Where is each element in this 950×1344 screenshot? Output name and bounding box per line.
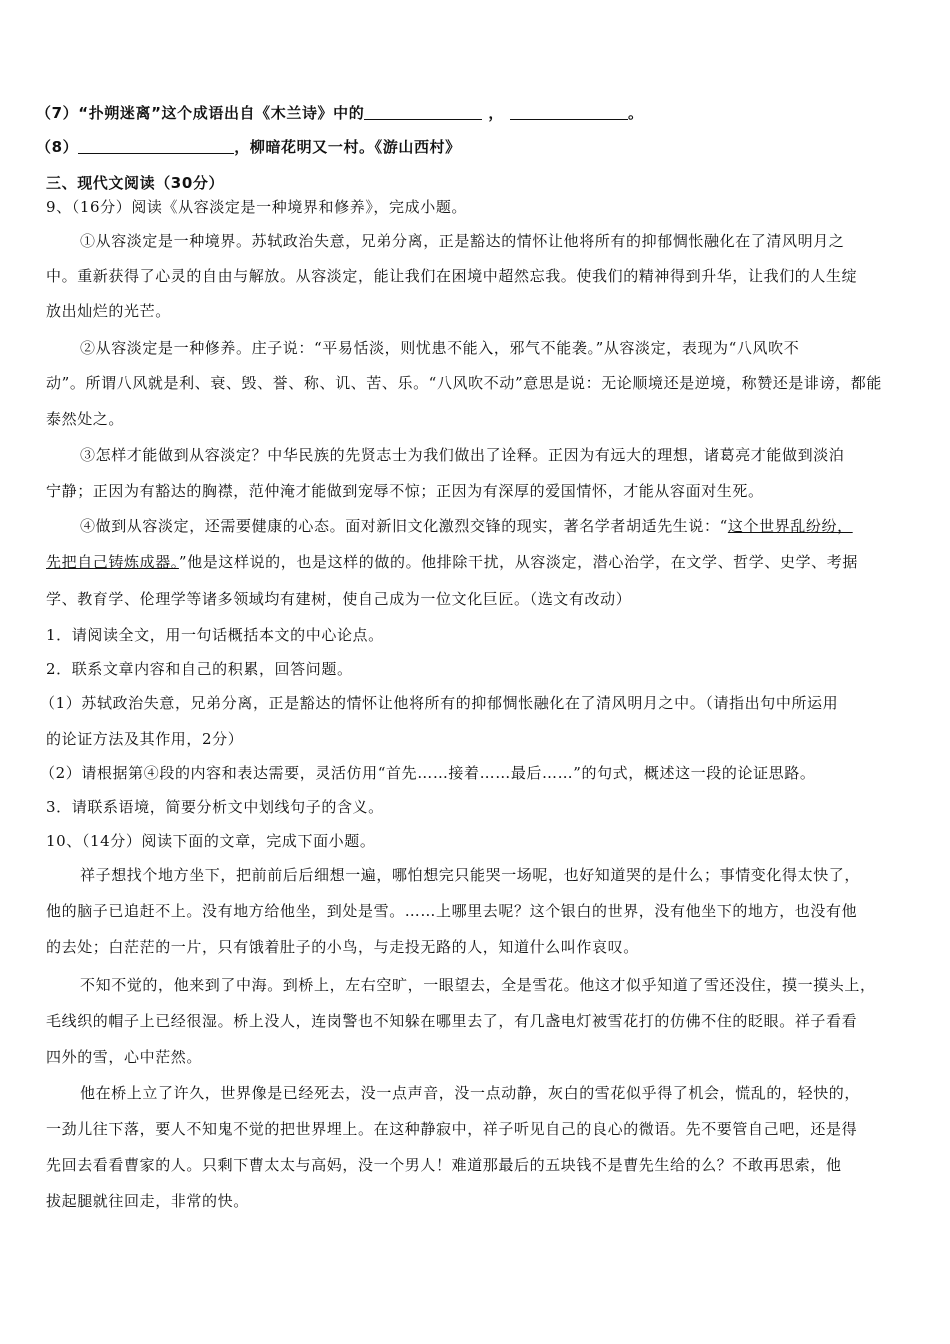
q9-paragraph-2-line-2: 动”。所谓八风就是利、衰、毁、誉、称、讥、苦、乐。“八风吹不动”意思是说：无论顺境还是逆境，称赞还是诽谤，都能 (46, 374, 883, 392)
answer-blank-7a[interactable] (364, 105, 482, 120)
q9-paragraph-4-line-2 (46, 551, 858, 572)
question-10-intro: 10、（14分）阅读下面的文章，完成下面小题。 (46, 832, 376, 850)
q9-paragraph-3-line-1: ③怎样才能做到从容淡定？中华民族的先贤志士为我们做出了诠释。正因为有远大的理想，诸葛亮才能做到淡泊 (80, 446, 845, 464)
question-7-text: （7）“扑朔迷离”这个成语出自《木兰诗》中的 (36, 104, 365, 122)
q9-paragraph-3-line-2: 宁静；正因为有豁达的胸襟，范仲淹才能做到宠辱不惊；正因为有深厚的爱国情怀，才能从容面对生死。 (46, 482, 764, 500)
answer-blank-7b[interactable] (510, 105, 628, 120)
q9-p4-text: ④做到从容淡定，还需要健康的心态。面对新旧文化激烈交锋的现实，著名学者胡适先生说：“ (80, 517, 728, 535)
q9-paragraph-1-line-1: ①从容淡定是一种境界。苏轼政治失意，兄弟分离，正是豁达的情怀让他将所有的抑郁惆怅融化在了清风明月之 (80, 232, 845, 250)
underlined-sentence-part-2: 先把自己铸炼成器。 (46, 553, 179, 571)
q10-paragraph-1-line-2: 他的脑子已追赶不上。没有地方给他坐，到处是雪。……上哪里去呢？这个银白的世界，没有他坐下的地方，也没有他 (46, 902, 858, 920)
question-7 (36, 102, 644, 123)
q10-paragraph-1-line-3: 的去处；白茫茫的一片，只有饿着肚子的小鸟，与走投无路的人，知道什么叫作哀叹。 (46, 938, 639, 956)
answer-blank-8[interactable] (78, 139, 234, 154)
section-title: 三、现代文阅读（30分） (46, 174, 225, 192)
q9-p4-text-2: ”他是这样说的，也是这样的做的。他排除干扰，从容淡定，潜心治学，在文学、哲学、史学、考据 (178, 553, 858, 571)
question-7-separator: ， (488, 104, 504, 122)
q10-paragraph-3-line-2: 一劲儿往下落，要人不知鬼不觉的把世界埋上。在这种静寂中，祥子听见自己的良心的微语。先不要管自己吧，还是得 (46, 1120, 858, 1138)
q9-question-2-sub-1-cont: 的论证方法及其作用，2分） (46, 730, 244, 748)
q9-paragraph-2-line-1: ②从容淡定是一种修养。庄子说：“平易恬淡，则忧患不能入，邪气不能袭。”从容淡定，表现为“八风吹不 (80, 339, 800, 357)
q9-question-2-sub-2: （2）请根据第④段的内容和表达需要，灵活仿用“首先……接着……最后……”的句式，概述这一段的论证思路。 (40, 764, 816, 782)
q9-question-1: 1．请阅读全文，用一句话概括本文的中心论点。 (46, 626, 384, 644)
q9-paragraph-1-line-2: 中。重新获得了心灵的自由与解放。从容淡定，能让我们在困境中超然忘我。使我们的精神得到升华，让我们的人生绽 (46, 267, 858, 285)
question-9-intro: 9、（16分）阅读《从容淡定是一种境界和修养》，完成小题。 (46, 198, 468, 216)
q10-paragraph-3-line-3: 先回去看看曹家的人。只剩下曹太太与高妈，没一个男人！难道那最后的五块钱不是曹先生给的么？不敢再思索，他 (46, 1156, 842, 1174)
question-8-text: ，柳暗花明又一村。《游山西村》 (234, 138, 461, 156)
q10-paragraph-3-line-4: 拔起腿就往回走，非常的快。 (46, 1192, 249, 1210)
q9-paragraph-4-line-1 (80, 515, 853, 536)
q10-paragraph-2-line-2: 毛线织的帽子上已经很湿。桥上没人，连岗警也不知躲在哪里去了，有几盏电灯被雪花打的仿佛不住的眨眼。祥子看看 (46, 1012, 858, 1030)
q10-paragraph-2-line-3: 四外的雪，心中茫然。 (46, 1048, 203, 1066)
underlined-sentence-part-1: 这个世界乱纷纷， (727, 517, 853, 535)
question-8-label: （8） (36, 138, 79, 156)
q9-paragraph-2-line-3: 泰然处之。 (46, 410, 125, 428)
question-7-end: 。 (627, 104, 644, 122)
q9-question-2-sub-1: （1）苏轼政治失意，兄弟分离，正是豁达的情怀让他将所有的抑郁惆怅融化在了清风明月之中。（请指出句中所运用 (40, 694, 839, 712)
q9-question-2: 2．联系文章内容和自己的积累，回答问题。 (46, 660, 353, 678)
q10-paragraph-2-line-1: 不知不觉的，他来到了中海。到桥上，左右空旷，一眼望去，全是雪花。他这才似乎知道了雪还没住，摸一摸头上， (80, 976, 876, 994)
q10-paragraph-1-line-1: 祥子想找个地方坐下，把前前后后细想一遍，哪怕想完只能哭一场呢，也好知道哭的是什么；事情变化得太快了， (80, 866, 861, 884)
q9-paragraph-1-line-3: 放出灿烂的光芒。 (46, 302, 171, 320)
q10-paragraph-3-line-1: 他在桥上立了许久，世界像是已经死去，没一点声音，没一点动静，灰白的雪花似乎得了机会，慌乱的，轻快的， (80, 1084, 861, 1102)
q9-paragraph-4-line-3: 学、教育学、伦理学等诸多领域均有建树，使自己成为一位文化巨匠。（选文有改动） (46, 590, 632, 608)
q9-question-3: 3．请联系语境，简要分析文中划线句子的含义。 (46, 798, 384, 816)
question-8 (36, 136, 461, 157)
